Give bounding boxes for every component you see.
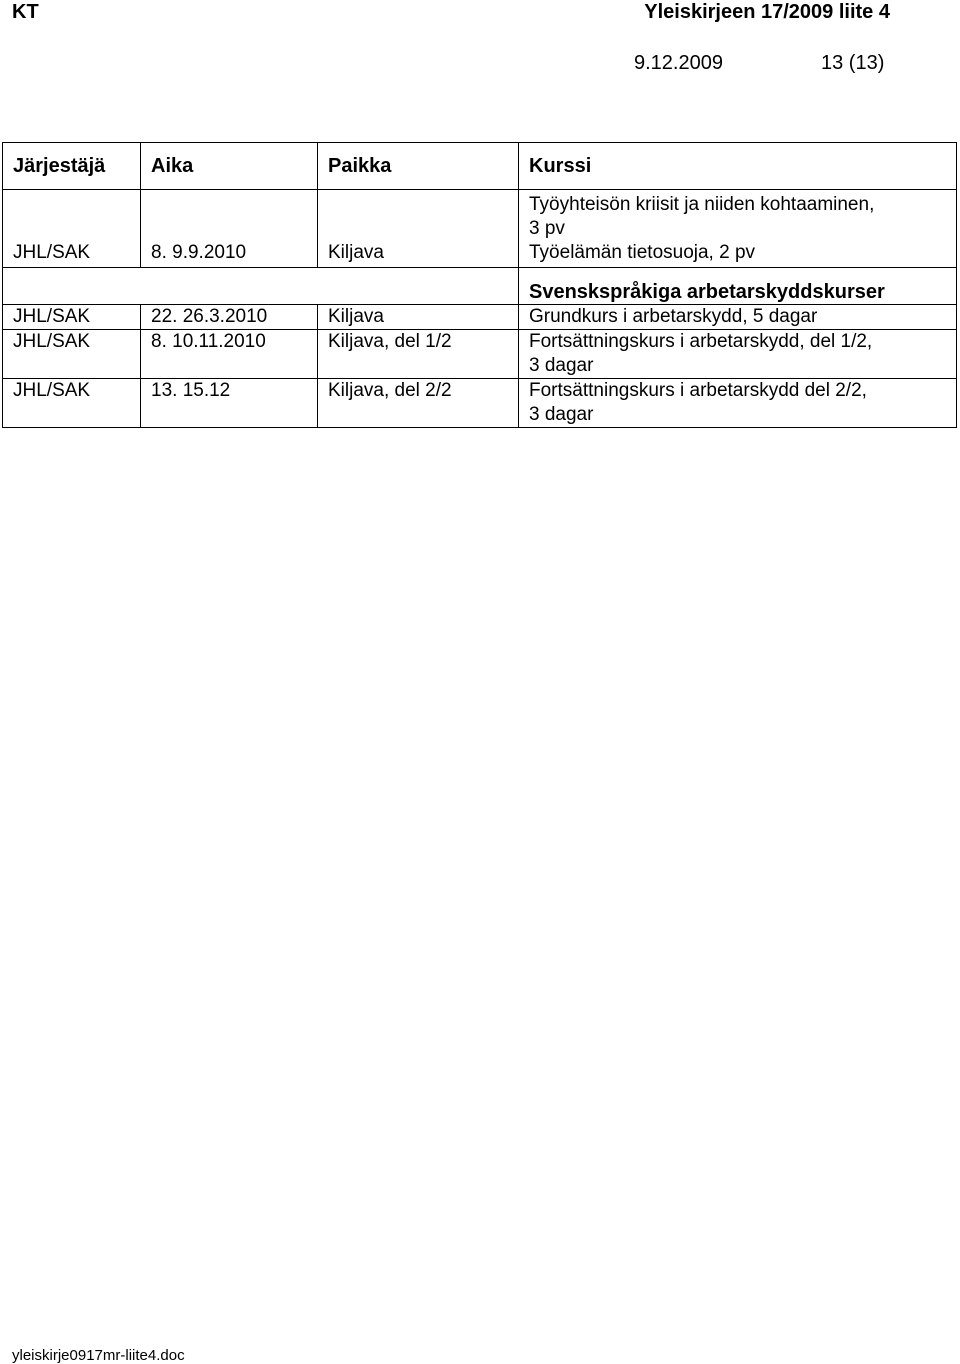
table-row — [3, 241, 957, 268]
table-row — [3, 190, 957, 242]
course-cell — [519, 190, 957, 242]
course-text: 3 pv — [529, 218, 565, 239]
course-cell: Grundkurs i arbetarskydd, 5 dagar — [519, 305, 957, 330]
place-cell: Kiljava — [318, 305, 519, 330]
organizer-cell: JHL/SAK — [3, 379, 141, 428]
section-heading-row — [3, 268, 957, 305]
place-cell: Kiljava — [318, 241, 519, 268]
course-text: 3 dagar — [529, 404, 594, 425]
column-header-time: Aika — [141, 143, 318, 190]
table-row — [3, 379, 957, 428]
course-text: Fortsättningskurs i arbetarskydd del 2/2, — [529, 380, 867, 401]
table-row — [3, 305, 957, 330]
course-cell: Työelämän tietosuoja, 2 pv — [519, 241, 957, 268]
course-text: 3 dagar — [529, 355, 594, 376]
course-table — [2, 142, 957, 428]
time-cell: 22. 26.3.2010 — [141, 305, 318, 330]
course-text: Työyhteisön kriisit ja niiden kohtaaminen, — [529, 194, 875, 215]
organizer-cell: JHL/SAK — [3, 241, 141, 268]
table-header-row — [3, 143, 957, 190]
course-text: Fortsättningskurs i arbetarskydd, del 1/2, — [529, 331, 873, 352]
footer-filename: yleiskirje0917mr-liite4.doc — [12, 1347, 185, 1364]
organizer-cell: JHL/SAK — [3, 330, 141, 379]
header-org: KT — [12, 1, 39, 23]
time-cell: 13. 15.12 — [141, 379, 318, 428]
time-cell: 8. 9.9.2010 — [141, 241, 318, 268]
header-page-number: 13 (13) — [821, 52, 885, 74]
organizer-cell: JHL/SAK — [3, 305, 141, 330]
column-header-organizer: Järjestäjä — [3, 143, 141, 190]
course-cell — [519, 379, 957, 428]
course-cell — [519, 330, 957, 379]
column-header-course: Kurssi — [519, 143, 957, 190]
table-row — [3, 330, 957, 379]
section-heading: Svenskspråkiga arbetarskyddskurser — [519, 268, 957, 305]
column-header-place: Paikka — [318, 143, 519, 190]
place-cell: Kiljava, del 1/2 — [318, 330, 519, 379]
time-cell: 8. 10.11.2010 — [141, 330, 318, 379]
header-date: 9.12.2009 — [634, 52, 723, 74]
place-cell: Kiljava, del 2/2 — [318, 379, 519, 428]
header-doc-title: Yleiskirjeen 17/2009 liite 4 — [644, 1, 890, 23]
